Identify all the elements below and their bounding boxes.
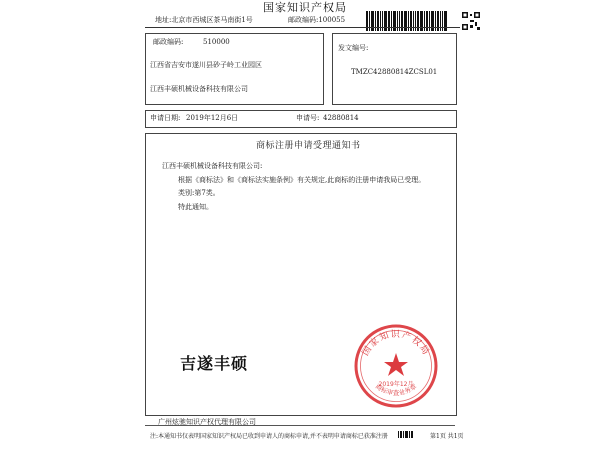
signature-text: 吉遂丰硕 — [180, 354, 249, 373]
footer-note: 注:本通知书仅表明国家知识产权局已收到申请人的商标申请,并不表明申请商标已获准注册 — [150, 433, 388, 440]
barcode-icon — [366, 11, 454, 31]
recipient-box — [145, 33, 324, 105]
application-number-value: 42880814 — [323, 114, 359, 122]
application-date-label: 申请日期: — [150, 114, 181, 122]
recipient-postal-label: 邮政编码: — [153, 38, 184, 46]
small-barcode-icon — [398, 431, 414, 438]
qr-code-icon — [462, 12, 480, 30]
notice-title: 商标注册申请受理通知书 — [256, 141, 361, 151]
application-date-value: 2019年12月6日 — [186, 114, 239, 122]
seal-top-text: 国家知识产权局 — [360, 330, 432, 358]
seal-date-text: 2019年12月 — [378, 381, 414, 388]
notice-closing: 特此通知。 — [178, 203, 213, 211]
office-title: 国家知识产权局 — [263, 1, 347, 14]
header-divider — [145, 27, 460, 28]
page-number: 第1页 共1页 — [430, 433, 464, 440]
notice-paragraph: 根据《商标法》和《商标法实施条例》有关规定,此商标的注册申请我局已受理。 — [178, 176, 426, 184]
document-number-label: 发文编号: — [338, 44, 369, 52]
recipient-company: 江西丰硕机械设备科技有限公司 — [150, 85, 248, 93]
office-address: 地址:北京市西城区茶马南街1号 — [155, 16, 253, 24]
document-number-box — [332, 33, 457, 105]
footer-divider — [145, 425, 455, 426]
application-info-box — [145, 110, 457, 128]
official-seal-icon — [353, 323, 439, 409]
seal-bottom-text: 商标审查业务章 — [373, 382, 419, 398]
recipient-address: 江西省吉安市遂川县砂子岭工业园区 — [150, 61, 262, 69]
notice-addressee: 江西丰硕机械设备科技有限公司: — [162, 162, 263, 170]
agent-name: 广州炫驰知识产权代理有限公司 — [158, 418, 256, 426]
document-number-value: TMZC42880814ZCSL01 — [351, 68, 438, 76]
office-postal-code: 邮政编码:100055 — [288, 16, 346, 24]
recipient-postal-value: 510000 — [203, 38, 230, 46]
notice-category: 类别:第7类。 — [178, 189, 220, 197]
application-number-label: 申请号: — [296, 114, 320, 122]
